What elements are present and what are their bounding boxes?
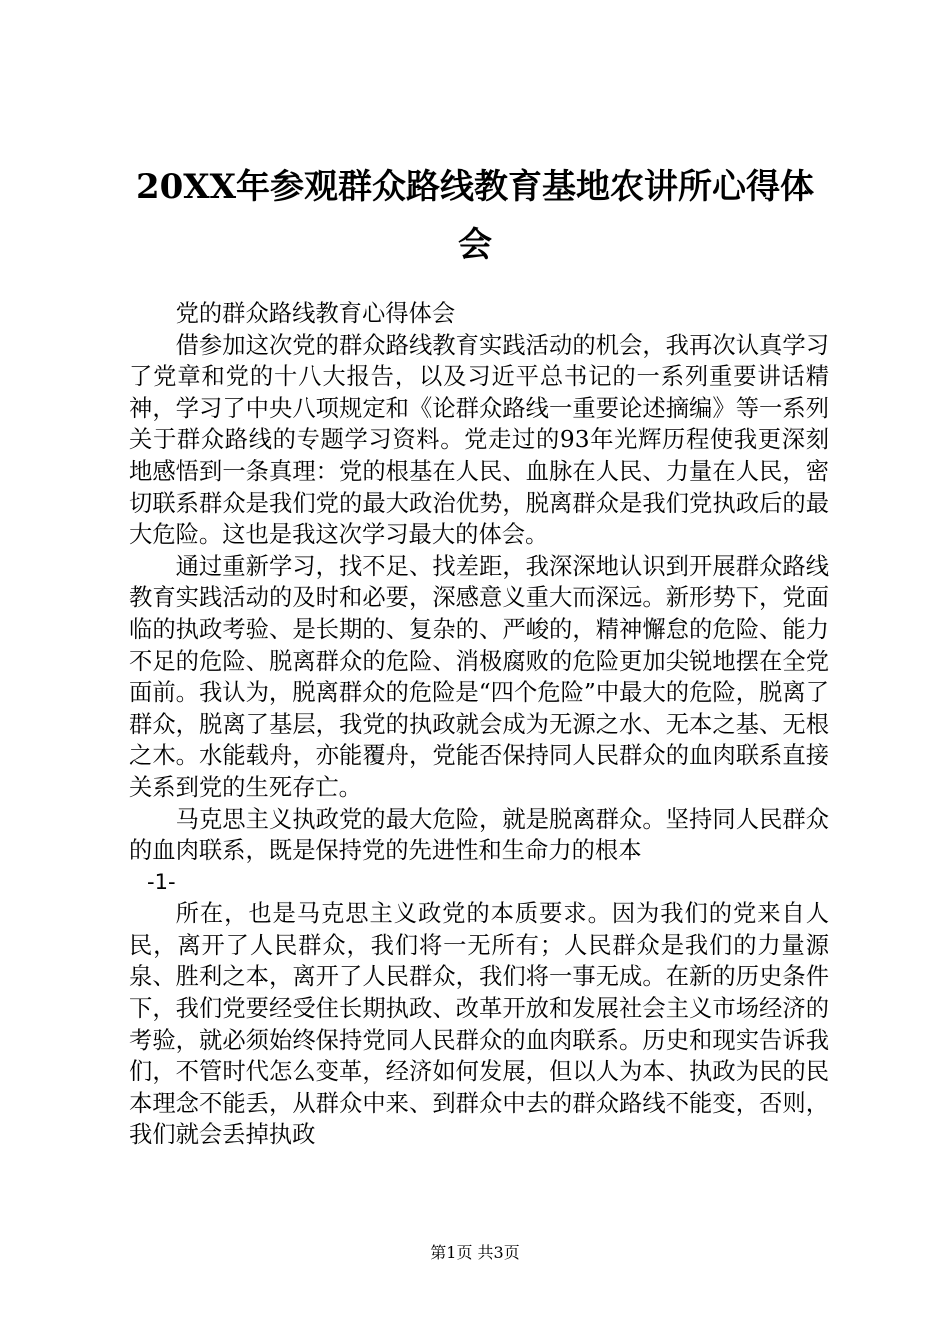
paragraph-2: 通过重新学习，找不足、找差距，我深深地认识到开展群众路线教育实践活动的及时和必要，深感意义重大而深远。新形势下，党面临的执政考验、是长期的、复杂的、严峻的，精神懈怠的危险、能力不足的危险、脱离群众的危险、消极腐败的危险更加尖锐地摆在全党面前。我认为，脱离群众的危险是“四个危险”中最大的危险，脱离了群众，脱离了基层，我党的执政就会成为无源之水、无本之基、无根之木。水能载舟，亦能覆舟，党能否保持同人民群众的血肉联系直接关系到党的生死存亡。 <box>129 552 829 801</box>
document-title: 20XX年参观群众路线教育基地农讲所心得体会 <box>135 167 815 265</box>
paragraph-1: 借参加这次党的群众路线教育实践活动的机会，我再次认真学习了党章和党的十八大报告，以及习近平总书记的一系列重要讲话精神，学习了中央八项规定和《论群众路线一重要论述摘编》等一系列关于群众路线的专题学习资料。党走过的93年光辉历程使我更深刻地感悟到一条真理：党的根基在人民、血脉在人民、力量在人民，密切联系群众是我们党的最大政治优势，脱离群众是我们党执政后的最大危险。这也是我这次学习最大的体会。 <box>129 331 829 549</box>
paragraph-3: 马克思主义执政党的最大危险，就是脱离群众。坚持同人民群众的血肉联系，既是保持党的先进性和生命力的根本 <box>129 805 829 865</box>
page-footer: 第1页 共3页 <box>430 1243 520 1262</box>
document-subtitle: 党的群众路线教育心得体会 <box>175 300 456 327</box>
inline-page-number: -1- <box>147 869 176 894</box>
paragraph-4: 所在，也是马克思主义政党的本质要求。因为我们的党来自人民，离开了人民群众，我们将一无所有；人民群众是我们的力量源泉、胜利之本，离开了人民群众，我们将一事无成。在新的历史条件下，我们党要经受住长期执政、改革开放和发展社会主义市场经济的考验，就必须始终保持党同人民群众的血肉联系。历史和现实告诉我们，不管时代怎么变革，经济如何发展，但以人为本、执政为民的民本理念不能丢，从群众中来、到群众中去的群众路线不能变，否则，我们就会丢掉执政 <box>129 900 829 1149</box>
document-body <box>129 298 829 1151</box>
